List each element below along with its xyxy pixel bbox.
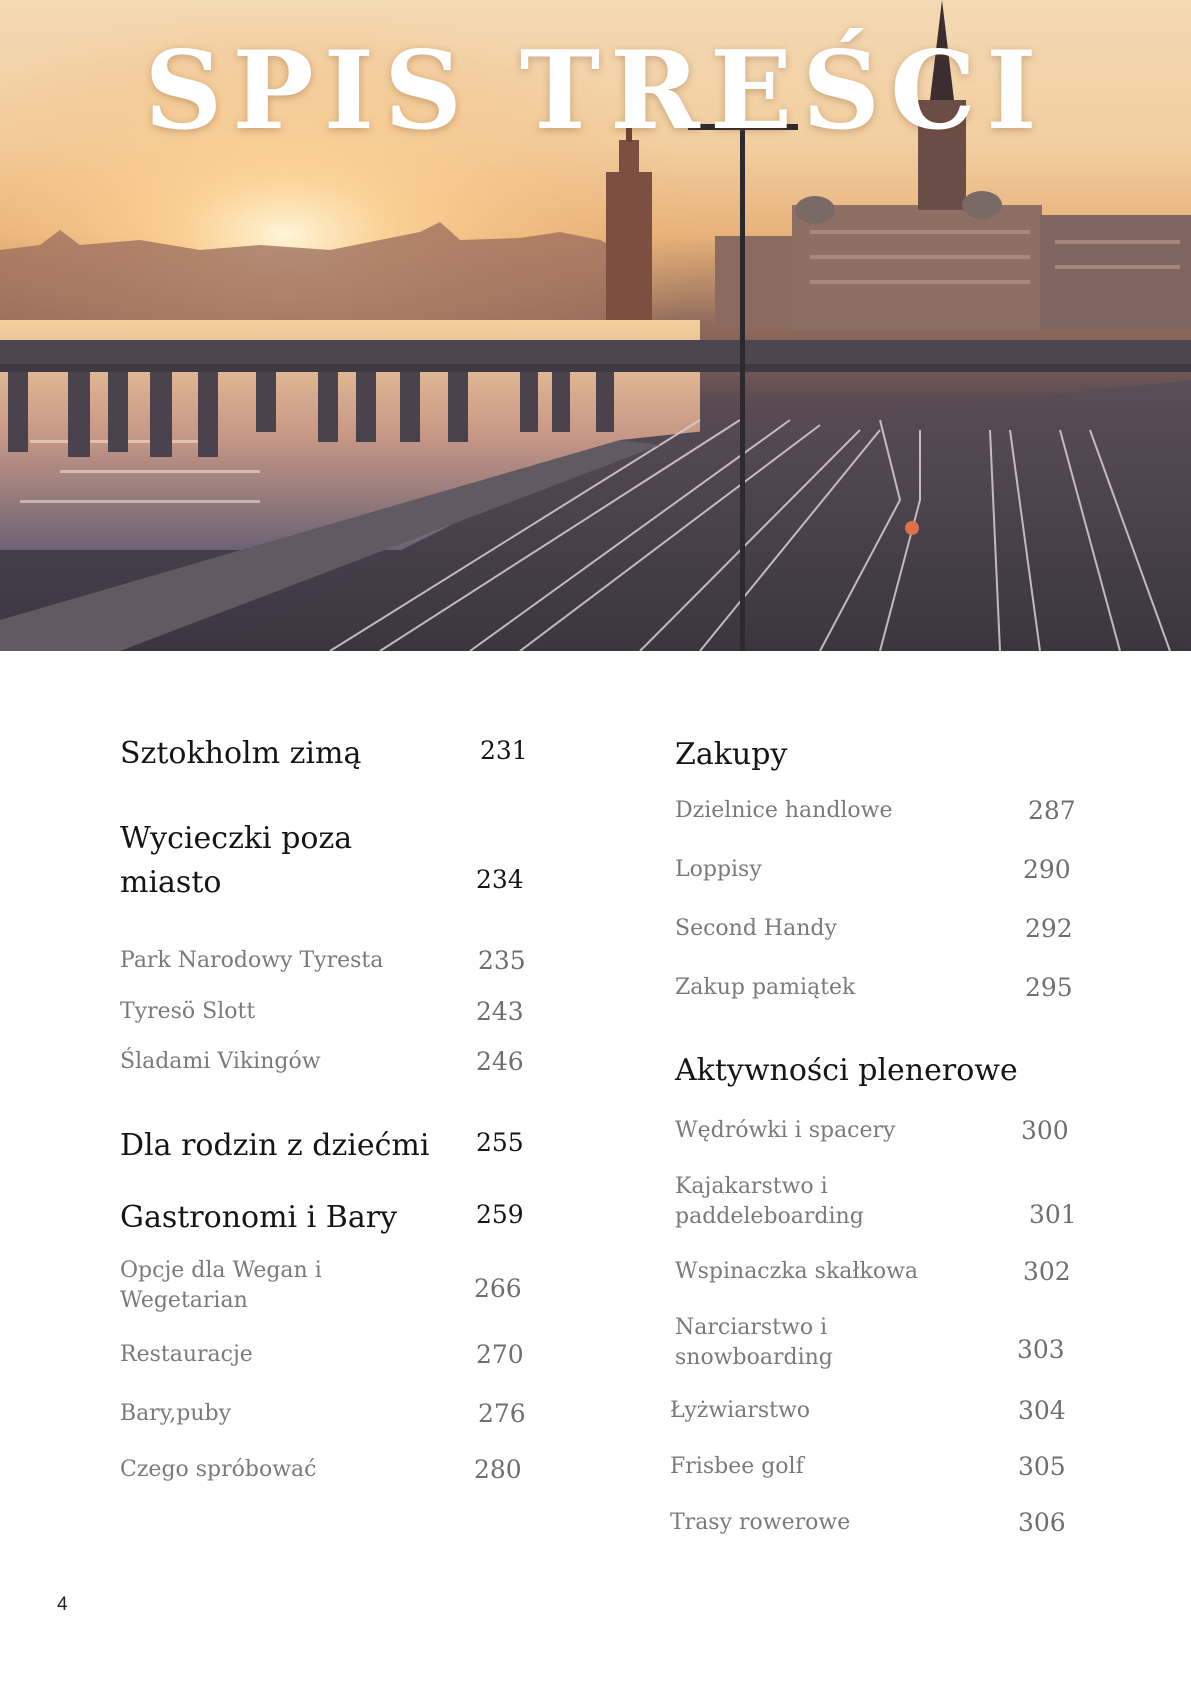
toc-entry-page: 305 (1018, 1452, 1066, 1481)
toc-entry-page: 234 (476, 865, 524, 894)
toc-entry-opcje-wegan[interactable] (120, 1256, 530, 1316)
toc-entry-page: 231 (480, 736, 528, 765)
toc-entry-park-narodowy-tyresta[interactable] (120, 946, 530, 976)
toc-entry-dzielnice-handlowe[interactable] (675, 796, 1095, 826)
toc-entry-title: Śladami Vikingów (120, 1049, 321, 1074)
toc-entry-title: Park Narodowy Tyresta (120, 948, 384, 973)
toc-entry-page: 304 (1018, 1396, 1066, 1425)
toc-entry-sladami-vikingow[interactable] (120, 1047, 530, 1077)
toc-entry-dla-rodzin[interactable] (120, 1124, 530, 1168)
toc-entry-page: 276 (478, 1399, 526, 1428)
toc-entry-trasy-rowerowe[interactable] (670, 1508, 1090, 1538)
toc-entry-title: Frisbee golf (670, 1454, 804, 1479)
header-photo (0, 0, 1191, 651)
toc-entry-sztokholm-zima[interactable] (120, 732, 530, 776)
toc-entry-page: 300 (1021, 1116, 1069, 1145)
toc-entry-title: Gastronomi i Bary (120, 1200, 398, 1235)
toc-entry-restauracje[interactable] (120, 1340, 530, 1370)
toc-entry-page: 266 (474, 1274, 522, 1303)
toc-entry-page: 270 (476, 1340, 524, 1369)
toc-entry-second-handy[interactable] (675, 914, 1095, 944)
toc-entry-page: 306 (1018, 1508, 1066, 1537)
toc-entry-wedrowki[interactable] (675, 1116, 1095, 1146)
toc-entry-title: Restauracje (120, 1342, 253, 1367)
toc-entry-title: Zakupy (675, 737, 788, 772)
toc-entry-gastronomi-i-bary[interactable] (120, 1196, 530, 1240)
toc-entry-page: 259 (476, 1200, 524, 1229)
toc-entry-title: Dla rodzin z dziećmi (120, 1128, 430, 1163)
toc-entry-title: Second Handy (675, 916, 837, 941)
toc-entry-narciarstwo[interactable] (675, 1313, 1095, 1373)
toc-entry-page: 255 (476, 1128, 524, 1157)
toc-entry-kajakarstwo[interactable] (675, 1172, 1095, 1232)
toc-entry-page: 243 (476, 997, 524, 1026)
toc-entry-page: 292 (1025, 914, 1073, 943)
toc-entry-page: 235 (478, 946, 526, 975)
toc-entry-title: Zakup pamiątek (675, 975, 856, 1000)
toc-entry-page: 280 (474, 1455, 522, 1484)
page-number: 4 (57, 1594, 68, 1615)
toc-entry-page: 302 (1023, 1257, 1071, 1286)
toc-entry-aktywnosci-plenerowe[interactable] (675, 1049, 1095, 1093)
toc-entry-title: Czego spróbować (120, 1457, 317, 1482)
toc-entry-page: 246 (476, 1047, 524, 1076)
toc-entry-zakupy[interactable] (675, 733, 1095, 777)
toc-entry-title: Kajakarstwo i paddeleboarding (675, 1174, 864, 1229)
toc-entry-title: Loppisy (675, 857, 762, 882)
toc-entry-tyreso-slott[interactable] (120, 997, 530, 1027)
toc-entry-bary-puby[interactable] (120, 1399, 530, 1429)
toc-entry-title: Sztokholm zimą (120, 736, 362, 771)
toc-entry-title: Narciarstwo i snowboarding (675, 1315, 833, 1370)
toc-entry-title: Tyresö Slott (120, 999, 256, 1024)
toc-entry-title: Łyżwiarstwo (670, 1398, 811, 1423)
toc-entry-page: 287 (1028, 796, 1076, 825)
toc-entry-lyzwiarstwo[interactable] (670, 1396, 1090, 1426)
toc-entry-title: Opcje dla Wegan i Wegetarian (120, 1258, 322, 1313)
toc-entry-loppisy[interactable] (675, 855, 1095, 885)
page-title: SPIS TREŚCI (144, 28, 1047, 154)
toc-entry-frisbee-golf[interactable] (670, 1452, 1090, 1482)
toc-entry-title: Wycieczki poza miasto (120, 821, 353, 900)
toc-entry-wycieczki-poza-miasto[interactable] (120, 817, 530, 905)
toc-entry-zakup-pamiatek[interactable] (675, 973, 1095, 1003)
toc-entry-page: 290 (1023, 855, 1071, 884)
toc-entry-title: Wspinaczka skałkowa (675, 1259, 919, 1284)
toc-entry-title: Trasy rowerowe (670, 1510, 851, 1535)
toc-entry-page: 301 (1029, 1200, 1077, 1229)
toc-entry-page: 303 (1017, 1335, 1065, 1364)
toc-entry-page: 295 (1025, 973, 1073, 1002)
toc-entry-czego-sprobowac[interactable] (120, 1455, 530, 1485)
toc-entry-title: Wędrówki i spacery (675, 1118, 896, 1143)
toc-entry-title: Dzielnice handlowe (675, 798, 893, 823)
toc-entry-title: Bary,puby (120, 1401, 232, 1426)
toc-entry-wspinaczka[interactable] (675, 1257, 1095, 1287)
toc-entry-title: Aktywności plenerowe (675, 1053, 1018, 1088)
